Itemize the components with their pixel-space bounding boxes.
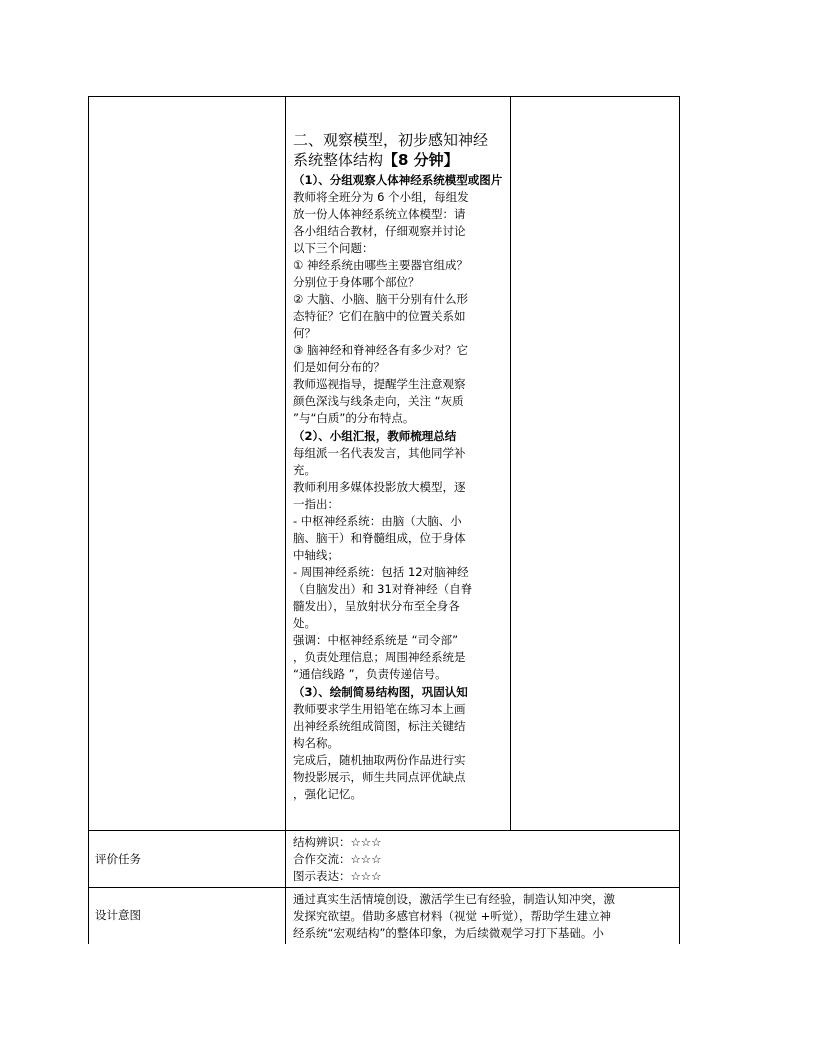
section-title-line1: 二、观察模型，初步感知神经: [293, 131, 489, 149]
text-line: 教师要求学生用铅笔在练习本上画: [293, 702, 466, 716]
activity-cell: [288, 130, 511, 803]
text-line: 们是如何分布的？: [293, 360, 385, 374]
table-border-right: [679, 96, 680, 944]
evaluation-item: 合作交流：☆☆☆: [293, 852, 382, 866]
evaluation-item: 图示表达：☆☆☆: [293, 869, 382, 883]
text-line: ② 大脑、小脑、脑干分别有什么形: [293, 292, 468, 306]
text-line: 中轴线；: [293, 548, 339, 562]
text-line: 分别位于身体哪个部位？: [293, 275, 420, 289]
text-line: 放一份人体神经系统立体模型：请: [293, 207, 466, 221]
section-title-text: 系统整体结构: [293, 151, 384, 169]
text-line: 一指出：: [293, 497, 339, 511]
section-time: 【8 分钟】: [383, 151, 459, 169]
section-title-line2: [293, 150, 511, 170]
design-label: 设计意图: [95, 908, 141, 922]
step2-body: [293, 445, 511, 683]
text-line: 各小组结合教材，仔细观察并讨论: [293, 224, 466, 238]
text-line: 完成后，随机抽取两份作品进行实: [293, 753, 466, 767]
text-line: ，强化记忆。: [293, 787, 362, 801]
text-line: ”与“白质”的分布特点。: [293, 411, 415, 425]
step3-body: [293, 701, 511, 803]
column-divider-1: [285, 96, 286, 944]
row-divider-2: [88, 887, 680, 888]
text-line: 髓发出），呈放射状分布至全身各: [293, 599, 460, 613]
step1-body: [293, 189, 511, 427]
text-line: ，负责处理信息；周围神经系统是: [293, 650, 466, 664]
row-divider-1: [88, 830, 680, 831]
text-line: 每组派一名代表发言，其他同学补: [293, 446, 466, 460]
text-line: 教师利用多媒体投影放大模型，逐: [293, 480, 466, 494]
section-title: [293, 130, 511, 170]
table-border-top: [88, 96, 680, 97]
text-line: 以下三个问题：: [293, 241, 374, 255]
text-line: 态特征？它们在脑中的位置关系如: [293, 309, 466, 323]
design-text: [288, 891, 681, 942]
text-line: 物投影展示，师生共同点评优缺点: [293, 770, 466, 784]
design-line: 通过真实生活情境创设，激活学生已有经验，制造认知冲突，激: [293, 892, 615, 906]
text-line: ① 神经系统由哪些主要器官组成？: [293, 258, 468, 272]
text-line: 出神经系统组成简图，标注关键结: [293, 719, 466, 733]
step2-heading: （2）、小组汇报，教师梳理总结: [293, 429, 457, 443]
text-line: （自脑发出）和 31对脊神经（自脊: [293, 582, 473, 596]
text-line: 教师将全班分为 6 个小组，每组发: [293, 190, 469, 204]
evaluation-item: 结构辨识：☆☆☆: [293, 835, 382, 849]
step3-heading: （3）、绘制简易结构图，巩固认知: [293, 685, 468, 699]
evaluation-label: 评价任务: [95, 852, 141, 866]
text-line: 脑、脑干）和脊髓组成，位于身体: [293, 531, 466, 545]
evaluation-items: [288, 834, 678, 885]
text-line: 何？: [293, 326, 316, 340]
table-border-left: [88, 96, 89, 944]
text-line: 构名称。: [293, 736, 339, 750]
text-line: - 周围神经系统：包括 12对脑神经: [293, 565, 469, 579]
text-line: 教师巡视指导，提醒学生注意观察: [293, 377, 466, 391]
text-line: 强调：中枢神经系统是 “司令部”: [293, 633, 459, 647]
text-line: 充。: [293, 463, 316, 477]
step1-heading: （1）、分组观察人体神经系统模型或图片: [293, 173, 503, 187]
text-line: ③ 脑神经和脊神经各有多少对？它: [293, 343, 468, 357]
text-line: 颜色深浅与线条走向，关注 “灰质: [293, 394, 464, 408]
text-line: 处。: [293, 616, 316, 630]
text-line: - 中枢神经系统：由脑（大脑、小: [293, 514, 462, 528]
design-line: 经系统“宏观结构”的整体印象，为后续微观学习打下基础。小: [293, 926, 604, 940]
design-line: 发探究欲望。借助多感官材料（视觉 +听觉），帮助学生建立神: [293, 909, 612, 923]
text-line: “通信线路 ”，负责传递信号。: [293, 667, 447, 681]
